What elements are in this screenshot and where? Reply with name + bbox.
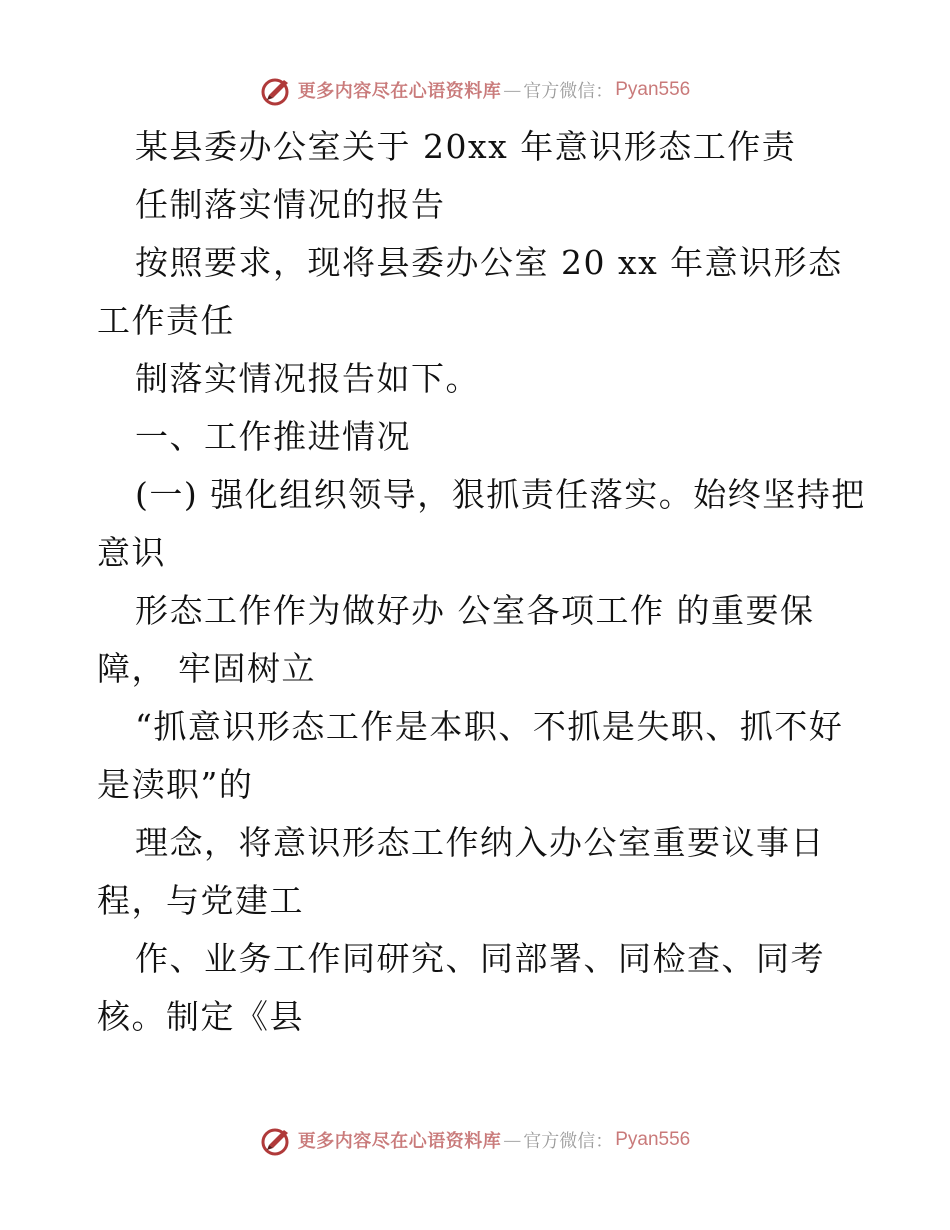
banner-wechat-label: 官方微信： (523, 81, 614, 102)
paragraph-line: 制落实情况报告如下。 (135, 359, 480, 398)
paragraph-line: 障， 牢固树立 (97, 649, 316, 688)
banner-separator: — (503, 79, 522, 101)
pen-logo-icon (260, 1123, 294, 1157)
paragraph-line: 是渎职”的 (97, 765, 254, 804)
paragraph-line: “抓意识形态工作是本职、不抓是失职、抓不好 (135, 707, 844, 746)
subsection-heading: (一) 强化组织领导，狠抓责任落实。始终坚持把 (135, 475, 866, 514)
paragraph-line: 意识 (97, 533, 166, 572)
title-line-1: 某县委办公室关于 20xx 年意识形态工作责 (135, 127, 797, 166)
banner-wechat-id: Pyan556 (615, 1129, 691, 1150)
paragraph-line: 作、业务工作同研究、同部署、同检查、同考 (135, 939, 825, 978)
paragraph-line: 程，与党建工 (97, 881, 304, 920)
banner-content (260, 1123, 691, 1157)
paragraph-line: 核。制定《县 (97, 997, 304, 1036)
paragraph-line: 工作责任 (97, 301, 235, 340)
banner-main-text: 更多内容尽在心语资料库 (297, 81, 502, 102)
banner-content (260, 73, 691, 107)
footer-banner (0, 1120, 950, 1160)
paragraph-line: 理念，将意识形态工作纳入办公室重要议事日 (135, 823, 825, 862)
banner-separator: — (503, 1129, 522, 1151)
pen-logo-icon (260, 73, 294, 107)
header-banner (0, 70, 950, 110)
section-heading: 一、工作推进情况 (135, 417, 411, 456)
banner-wechat-label: 官方微信： (523, 1131, 614, 1152)
document-body (97, 118, 866, 1046)
banner-main-text: 更多内容尽在心语资料库 (297, 1131, 502, 1152)
banner-wechat-id: Pyan556 (615, 79, 691, 100)
paragraph-line: 按照要求，现将县委办公室 20 xx 年意识形态 (135, 243, 843, 282)
paragraph-line: 形态工作作为做好办 公室各项工作 的重要保 (135, 591, 815, 630)
title-line-2: 任制落实情况的报告 (135, 185, 446, 224)
